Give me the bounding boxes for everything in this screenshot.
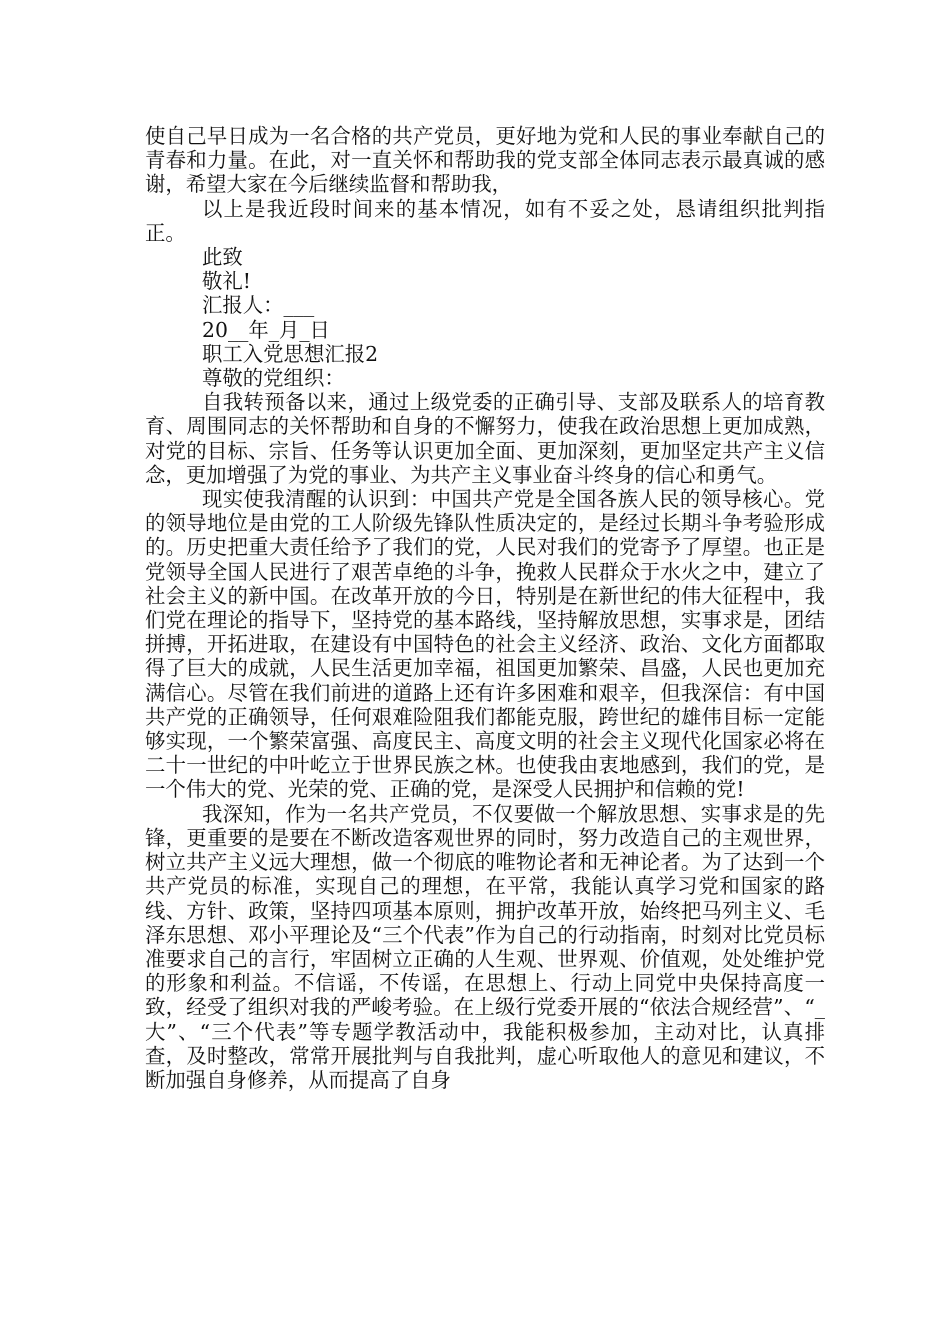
- salutation-cizhi: 此致: [202, 245, 243, 270]
- paragraph-knowledge: 我深知，作为一名共产党员，不仅要做一个解放思想、实事求是的先锋，更重要的是要在不断改造客观世界的同时，努力改造自己的主观世界，树立共产主义远大理想，做一个彻底的唯物论者和无神论者。为了达到一个共产党员的标准，实现自己的理想，在平常，我能认真学习党和国家的路线、方针、政策，坚持四项基本原则，拥护改革开放，始终把马列主义、毛泽东思想、邓小平理论及“三个代表”作为自己的行动指南，时刻对比党员标准要求自己的言行，牢固树立正确的人生观、世界观、价值观，处处维护党的形象和利益。不信谣，不传谣，在思想上、行动上同党中央保持高度一致，经受了组织对我的严峻考验。在上级行党委开展的“依法合规经营”、“_大”、“三个代表”等专题学教活动中，我能积极参加，主动对比，认真排查，及时整改，常常开展批判与自我批判，虚心听取他人的意见和建议，不断加强自身修养，从而提高了自身: [145, 801, 825, 1092]
- date-line: 20__年_月_日: [202, 317, 330, 342]
- document-body: [145, 124, 825, 1092]
- paragraph-intro: 自我转预备以来，通过上级党委的正确引导、支部及联系人的培育教育、周围同志的关怀帮助和自身的不懈努力，使我在政治思想上更加成熟，对党的目标、宗旨、任务等认识更加全面、更加深刻，更加坚定共产主义信念，更加增强了为党的事业、为共产主义事业奋斗终身的信心和勇气。: [145, 390, 825, 487]
- paragraph-realization: 现实使我清醒的认识到：中国共产党是全国各族人民的领导核心。党的领导地位是由党的工人阶级先锋队性质决定的，是经过长期斗争考验形成的。历史把重大责任给予了我们的党，人民对我们的党寄予了厚望。也正是党领导全国人民进行了艰苦卓绝的斗争，挽救人民群众于水火之中，建立了社会主义的新中国。在改革开放的今日，特别是在新世纪的伟大征程中，我们党在理论的指导下，坚持党的基本路线，坚持解放思想，实事求是，团结拼搏，开拓进取，在建设有中国特色的社会主义经济、政治、文化方面都取得了巨大的成就，人民生活更加幸福，祖国更加繁荣、昌盛，人民也更加充满信心。尽管在我们前进的道路上还有许多困难和艰辛，但我深信：有中国共产党的正确领导，任何艰难险阻我们都能克服，跨世纪的雄伟目标一定能够实现，一个繁荣富强、高度民主、高度文明的社会主义现代化国家必将在二十一世纪的中叶屹立于世界民族之林。也使我由衷地感到，我们的党，是一个伟大的党、光荣的党、正确的党，是深受人民拥护和信赖的党!: [145, 487, 825, 802]
- section-title: 职工入党思想汇报2: [202, 341, 379, 366]
- paragraph-closing-request: 以上是我近段时间来的基本情况，如有不妥之处，恳请组织批判指正。: [145, 196, 825, 245]
- paragraph-closing-thanks: 使自己早日成为一名合格的共产党员，更好地为党和人民的事业奉献自己的青春和力量。在此，对一直关怀和帮助我的党支部全体同志表示最真诚的感谢，希望大家在今后继续监督和帮助我，: [145, 124, 825, 197]
- greeting: 尊敬的党组织：: [202, 366, 345, 391]
- reporter-line: 汇报人：___: [202, 293, 315, 318]
- salutation-jingli: 敬礼!: [202, 269, 251, 294]
